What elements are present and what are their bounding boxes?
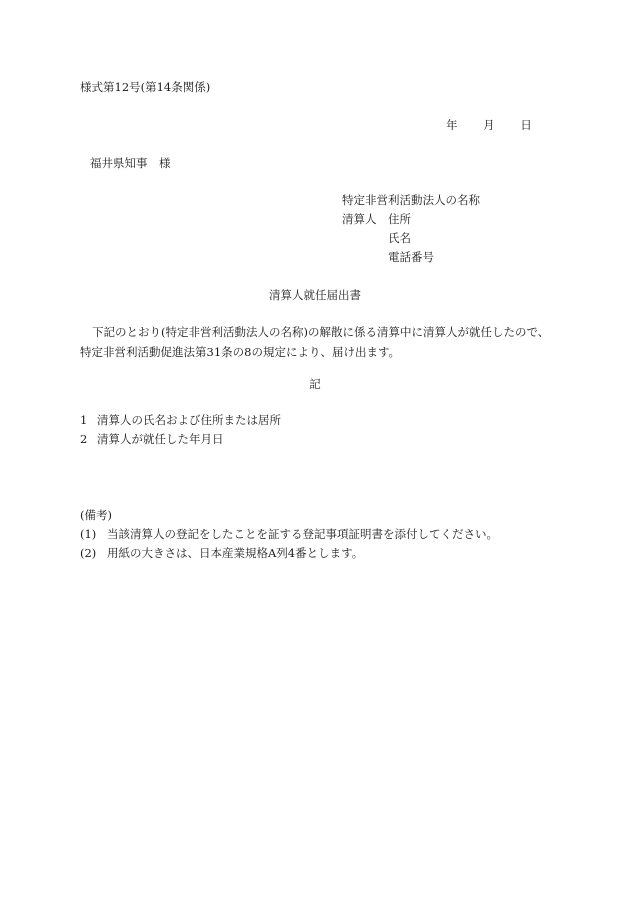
notes-heading: (備考) — [80, 508, 112, 522]
note-number: (1) — [80, 527, 97, 541]
name-label: 氏名 — [388, 231, 411, 245]
applicant-block — [342, 195, 480, 271]
addressee: 福井県知事 様 — [90, 156, 171, 170]
phone-label: 電話番号 — [388, 250, 434, 264]
item-text: 清算人の氏名および住所または居所 — [97, 413, 281, 427]
document-title: 清算人就任届出書 — [269, 288, 361, 302]
note-item — [80, 548, 498, 567]
date-line — [446, 120, 532, 132]
notes-section — [80, 510, 498, 567]
body-paragraph: 下記のとおり(特定非営利活動法人の名称)の解散に係る清算中に清算人が就任したので、特定非営利活動促進法第31条の8の規定により、届け出ます。 — [80, 325, 550, 359]
org-name-label: 特定非営利活動法人の名称 — [342, 193, 480, 207]
items-list — [80, 415, 281, 453]
liquidator-label: 清算人 — [342, 212, 377, 226]
list-item — [80, 434, 281, 453]
note-number: (2) — [80, 546, 97, 560]
date-year-label: 年 — [446, 118, 458, 132]
item-number: 2 — [80, 432, 88, 446]
date-month-label: 月 — [483, 118, 495, 132]
item-number: 1 — [80, 413, 88, 427]
ki-heading: 記 — [309, 377, 321, 391]
liquidator-address-row — [342, 214, 480, 233]
phone-row — [342, 252, 480, 271]
note-text: 用紙の大きさは、日本産業規格A列4番とします。 — [107, 546, 364, 560]
date-day-label: 日 — [520, 118, 532, 132]
note-text: 当該清算人の登記をしたことを証する登記事項証明書を添付してください。 — [107, 527, 498, 541]
form-number: 様式第12号(第14条関係) — [80, 80, 211, 94]
item-text: 清算人が就任した年月日 — [97, 432, 224, 446]
address-label: 住所 — [388, 212, 411, 226]
